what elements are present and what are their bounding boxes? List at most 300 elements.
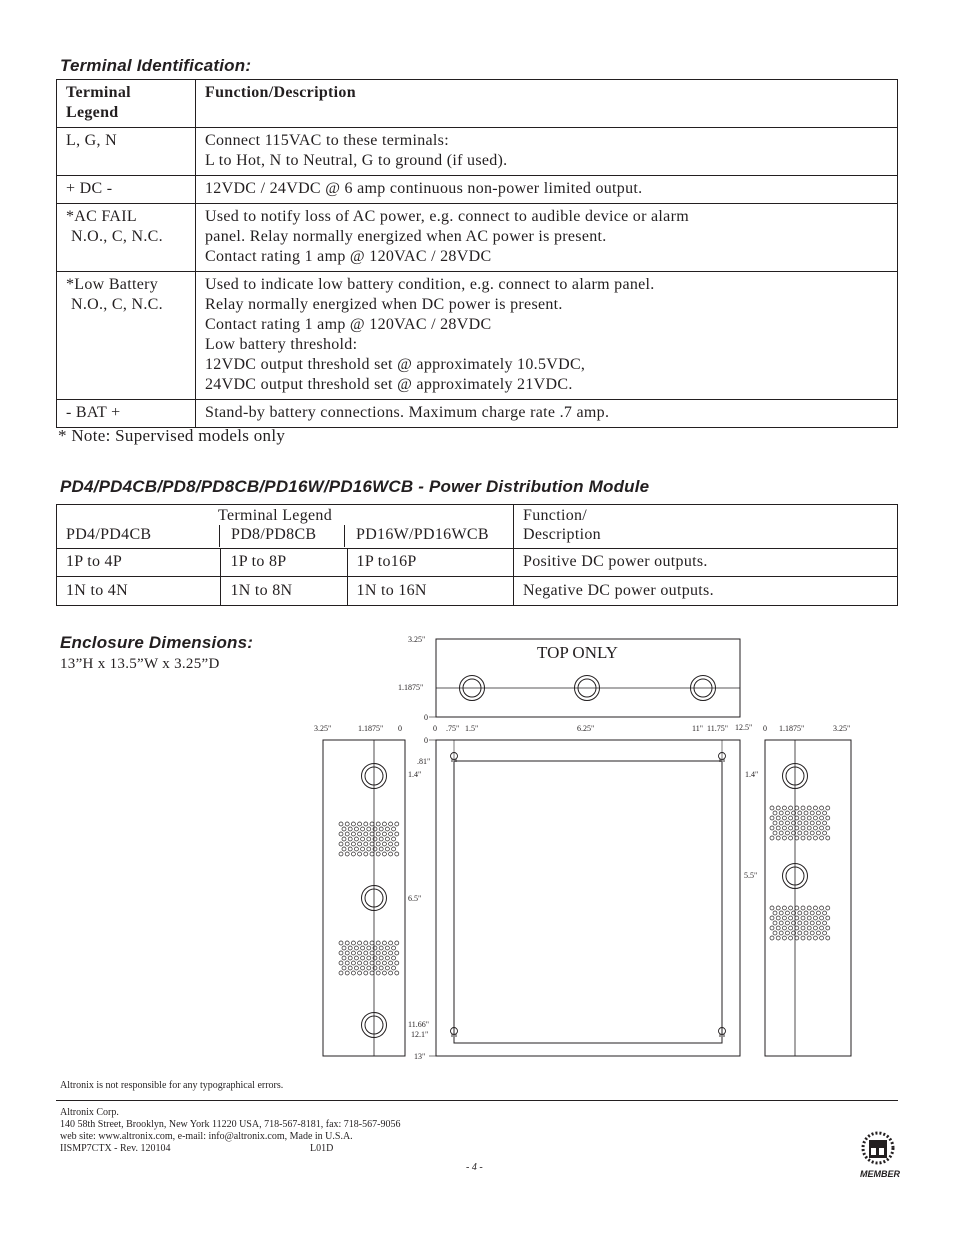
dim-label: 0 [398,724,402,733]
dim-label: 11" [692,724,703,733]
dim-label: 1.5" [465,724,479,733]
vent-hole [770,936,774,940]
vent-hole [348,837,352,841]
vent-hole [345,852,349,856]
vent-hole [801,816,805,820]
vent-hole [367,956,371,960]
table-row [57,400,898,428]
vent-hole [804,821,808,825]
description-line: Relay normally energized when DC power is present. [205,296,563,313]
dim-label: 3.25" [408,635,426,644]
vent-hole [801,936,805,940]
vent-hole [801,926,805,930]
vent-hole [342,966,346,970]
vent-hole [389,961,393,965]
vent-hole [345,842,349,846]
vent-hole [770,836,774,840]
vent-hole [810,831,814,835]
vent-hole [820,926,824,930]
table-cell: 1P to 8P [221,549,347,577]
vent-hole [395,961,399,965]
legend-line: + DC - [66,180,113,197]
vent-hole [354,827,358,831]
vent-hole [782,816,786,820]
vent-hole [789,826,793,830]
legend-line: N.O., C, N.C. [71,296,163,313]
vent-hole [810,911,814,915]
vent-hole [382,961,386,965]
pd-col-header-1: PD4/PD4CB [66,526,152,543]
vent-hole [370,852,374,856]
vent-hole [389,832,393,836]
vent-hole [776,836,780,840]
pd-table [56,504,898,606]
vent-hole [379,966,383,970]
vent-hole [773,831,777,835]
dim-label: .81" [417,757,431,766]
vent-hole [773,921,777,925]
vent-hole [342,956,346,960]
vent-hole [782,806,786,810]
vent-hole [779,931,783,935]
vent-hole [364,842,368,846]
vent-hole [823,821,827,825]
terminal-legend-cell [57,176,196,204]
vent-hole [795,806,799,810]
dim-label: 0 [763,724,767,733]
vent-hole [373,946,377,950]
vent-hole [361,966,365,970]
vent-hole [370,941,374,945]
vent-hole [358,842,362,846]
vent-hole [782,906,786,910]
pd-header-row [57,505,898,549]
dim-label: 6.25" [577,724,595,733]
vent-hole [364,961,368,965]
vent-hole [370,842,374,846]
vent-hole [367,837,371,841]
description-cell [196,400,898,428]
vent-hole [801,806,805,810]
vent-hole [364,832,368,836]
vent-hole [795,936,799,940]
vent-hole [373,966,377,970]
vent-hole [376,822,380,826]
terminal-legend-cell [57,400,196,428]
vent-hole [820,906,824,910]
enclosure-size: 13”H x 13.5”W x 3.25”D [60,656,220,672]
vent-hole [816,921,820,925]
vent-hole [382,842,386,846]
vent-hole [351,832,355,836]
vent-hole [782,916,786,920]
vent-hole [770,816,774,820]
vent-hole [358,961,362,965]
vent-hole [813,836,817,840]
company-web: web site: www.altronix.com, e-mail: info@altronix.com, Made in U.S.A. [60,1131,353,1142]
description-line: Used to notify loss of AC power, e.g. connect to audible device or alarm [205,208,689,225]
vent-hole [385,827,389,831]
table-cell: 1P to 4P [57,549,221,577]
vent-hole [367,827,371,831]
vent-hole [376,832,380,836]
vent-hole [351,951,355,955]
vent-hole [342,827,346,831]
table-row [57,204,898,272]
vent-hole [373,827,377,831]
vent-hole [382,941,386,945]
company-address: 140 58th Street, Brooklyn, New York 11220 USA, 718-567-8181, fax: 718-567-9056 [60,1119,401,1130]
description-line: Contact rating 1 amp @ 120VAC / 28VDC [205,316,492,333]
vent-hole [792,921,796,925]
dim-label: 0 [424,736,428,745]
vent-hole [798,831,802,835]
dim-label: 3.25" [833,724,851,733]
dim-label: 11.75" [707,724,728,733]
vent-hole [804,931,808,935]
vent-hole [826,836,830,840]
vent-hole [798,811,802,815]
vent-hole [801,836,805,840]
vent-hole [813,916,817,920]
vent-hole [776,806,780,810]
vent-hole [361,827,365,831]
dim-label: 12.5" [735,723,753,732]
vent-hole [379,847,383,851]
vent-hole [785,911,789,915]
legend-line: - BAT + [66,404,121,421]
description-line: Used to indicate low battery condition, e.g. connect to alarm panel. [205,276,655,293]
table-cell: 1N to 4N [57,577,221,606]
header-line: Function/ [523,507,588,524]
dim-label: 6.5" [408,894,422,903]
vent-hole [358,852,362,856]
top-only-label: TOP ONLY [537,643,618,662]
section-heading-pd: PD4/PD4CB/PD8/PD8CB/PD16W/PD16WCB - Power Distribution Module [60,477,650,496]
vent-hole [339,961,343,965]
table-cell: 1P to16P [347,549,513,577]
vent-grid [770,906,830,940]
vent-hole [779,911,783,915]
vent-hole [361,946,365,950]
vent-hole [820,836,824,840]
table-row [57,549,898,577]
table-row [57,176,898,204]
vent-hole [379,837,383,841]
vent-hole [789,926,793,930]
vent-hole [345,832,349,836]
section-heading-terminal: Terminal Identification: [60,56,252,75]
vent-hole [385,956,389,960]
vent-hole [816,821,820,825]
description-line: 12VDC / 24VDC @ 6 amp continuous non-power limited output. [205,180,643,197]
vent-hole [348,847,352,851]
vent-hole [816,831,820,835]
vent-hole [348,946,352,950]
vent-hole [816,811,820,815]
vent-hole [785,921,789,925]
header-line: Terminal [66,84,131,101]
divider [344,525,345,547]
vent-hole [392,827,396,831]
vent-hole [807,936,811,940]
vent-hole [785,831,789,835]
vent-hole [801,916,805,920]
vent-hole [823,921,827,925]
vent-hole [395,951,399,955]
vent-hole [345,822,349,826]
vent-hole [367,847,371,851]
vent-hole [395,842,399,846]
vent-hole [376,971,380,975]
vent-hole [826,806,830,810]
vent-hole [807,906,811,910]
vent-hole [789,836,793,840]
vent-hole [773,931,777,935]
legend-line: *Low Battery [66,276,159,293]
vent-hole [354,837,358,841]
vent-hole [776,906,780,910]
vent-hole [770,906,774,910]
vent-hole [358,822,362,826]
table-header-row [57,80,898,128]
footer-rule [56,1100,898,1101]
vent-hole [389,941,393,945]
vent-hole [370,971,374,975]
vent-hole [798,931,802,935]
vent-hole [373,837,377,841]
vent-hole [364,951,368,955]
vent-hole [813,816,817,820]
dim-label: 0 [433,724,437,733]
vent-hole [382,832,386,836]
vent-hole [820,936,824,940]
vent-hole [807,836,811,840]
vent-hole [782,836,786,840]
vent-hole [339,832,343,836]
supervised-note: * Note: Supervised models only [58,426,286,445]
vent-hole [379,827,383,831]
table-row [57,577,898,606]
vent-hole [770,806,774,810]
vent-hole [773,811,777,815]
description-line: Contact rating 1 amp @ 120VAC / 28VDC [205,248,492,265]
vent-hole [351,941,355,945]
vent-hole [389,951,393,955]
vent-hole [373,847,377,851]
vent-hole [826,816,830,820]
vent-hole [395,832,399,836]
vent-hole [798,921,802,925]
vent-hole [370,832,374,836]
vent-hole [389,842,393,846]
description-cell [196,176,898,204]
legend-line: L, G, N [66,132,117,149]
vent-hole [392,847,396,851]
vent-hole [782,926,786,930]
vent-hole [370,951,374,955]
vent-hole [361,956,365,960]
description-line: 12VDC output threshold set @ approximately 10.5VDC, [205,356,586,373]
table-cell: Negative DC power outputs. [514,577,898,606]
vent-hole [820,916,824,920]
vent-hole [807,916,811,920]
vent-hole [770,926,774,930]
vent-hole [792,831,796,835]
vent-hole [376,951,380,955]
terminal-legend-cell [57,128,196,176]
vent-hole [789,916,793,920]
vent-hole [804,921,808,925]
vent-hole [804,911,808,915]
vent-hole [385,837,389,841]
vent-hole [358,941,362,945]
vent-hole [361,837,365,841]
description-line: panel. Relay normally energized when AC power is present. [205,228,607,245]
vent-hole [798,911,802,915]
vent-hole [376,941,380,945]
vent-hole [370,822,374,826]
vent-hole [823,911,827,915]
vent-hole [795,826,799,830]
vent-hole [820,826,824,830]
table-cell: 1N to 16N [347,577,513,606]
vent-hole [779,921,783,925]
vent-hole [382,951,386,955]
vent-hole [364,941,368,945]
description-line: Low battery threshold: [205,336,358,353]
vent-hole [792,811,796,815]
vent-hole [776,826,780,830]
vent-hole [348,956,352,960]
vent-hole [382,852,386,856]
vent-hole [792,911,796,915]
vent-hole [807,816,811,820]
dim-label: 11.66" [408,1020,429,1029]
vent-hole [813,826,817,830]
vent-hole [807,926,811,930]
vent-hole [823,931,827,935]
vent-hole [807,826,811,830]
legend-line: *AC FAIL [66,208,137,225]
header-line: Legend [66,104,119,121]
description-cell [196,272,898,400]
vent-hole [776,926,780,930]
terminal-legend-cell [57,272,196,400]
pd-col-header-3: PD16W/PD16WCB [356,526,489,543]
vent-hole [339,852,343,856]
vent-hole [339,951,343,955]
dim-label: 1.4" [408,770,422,779]
vent-hole [770,826,774,830]
vent-hole [379,956,383,960]
header-terminal-legend [57,80,196,128]
dim-label: 3.25" [314,724,332,733]
description-cell [196,128,898,176]
vent-hole [345,971,349,975]
vent-hole [339,842,343,846]
vent-hole [382,971,386,975]
vent-hole [773,911,777,915]
vent-hole [813,806,817,810]
vent-hole [810,821,814,825]
vent-hole [379,946,383,950]
vent-hole [373,956,377,960]
vent-hole [339,822,343,826]
vent-hole [789,816,793,820]
dim-label: 1.1875" [398,683,424,692]
vent-hole [813,926,817,930]
vent-hole [785,821,789,825]
vent-hole [779,821,783,825]
vent-hole [354,956,358,960]
vent-hole [826,926,830,930]
vent-hole [779,831,783,835]
vent-hole [361,847,365,851]
dim-label: 5.5" [744,871,758,880]
dim-label: 1.4" [745,770,759,779]
vent-hole [367,966,371,970]
doc-number: IISMP7CTX - Rev. 120104 [60,1143,171,1154]
table-row [57,128,898,176]
description-cell [196,204,898,272]
vent-hole [376,961,380,965]
vent-hole [351,842,355,846]
vent-hole [389,822,393,826]
vent-hole [779,811,783,815]
doc-code: L01D [310,1143,334,1154]
vent-hole [351,961,355,965]
vent-hole [816,911,820,915]
vent-hole [789,906,793,910]
vent-hole [795,916,799,920]
disclaimer: Altronix is not responsible for any typographical errors. [60,1080,284,1091]
vent-hole [342,946,346,950]
vent-hole [785,931,789,935]
vent-hole [782,826,786,830]
vent-hole [389,971,393,975]
vent-hole [813,906,817,910]
vent-hole [776,916,780,920]
vent-hole [348,827,352,831]
vent-hole [351,971,355,975]
vent-hole [813,936,817,940]
vent-hole [351,822,355,826]
vent-hole [785,811,789,815]
vent-hole [820,816,824,820]
vent-hole [364,971,368,975]
vent-hole [392,837,396,841]
vent-hole [342,847,346,851]
description-line: L to Hot, N to Neutral, G to ground (if used). [205,152,508,169]
page-number: - 4 - [466,1162,483,1173]
vent-hole [823,811,827,815]
vent-hole [810,931,814,935]
vent-grid [770,806,830,840]
vent-hole [782,936,786,940]
pd-col-header-2: PD8/PD8CB [231,526,317,543]
dim-label: 13" [414,1052,426,1061]
vent-hole [345,941,349,945]
vent-hole [358,951,362,955]
vent-hole [795,906,799,910]
vent-hole [382,822,386,826]
vent-hole [395,941,399,945]
dim-label: 12.1" [411,1030,429,1039]
vent-hole [826,826,830,830]
vent-hole [392,966,396,970]
vent-hole [385,847,389,851]
